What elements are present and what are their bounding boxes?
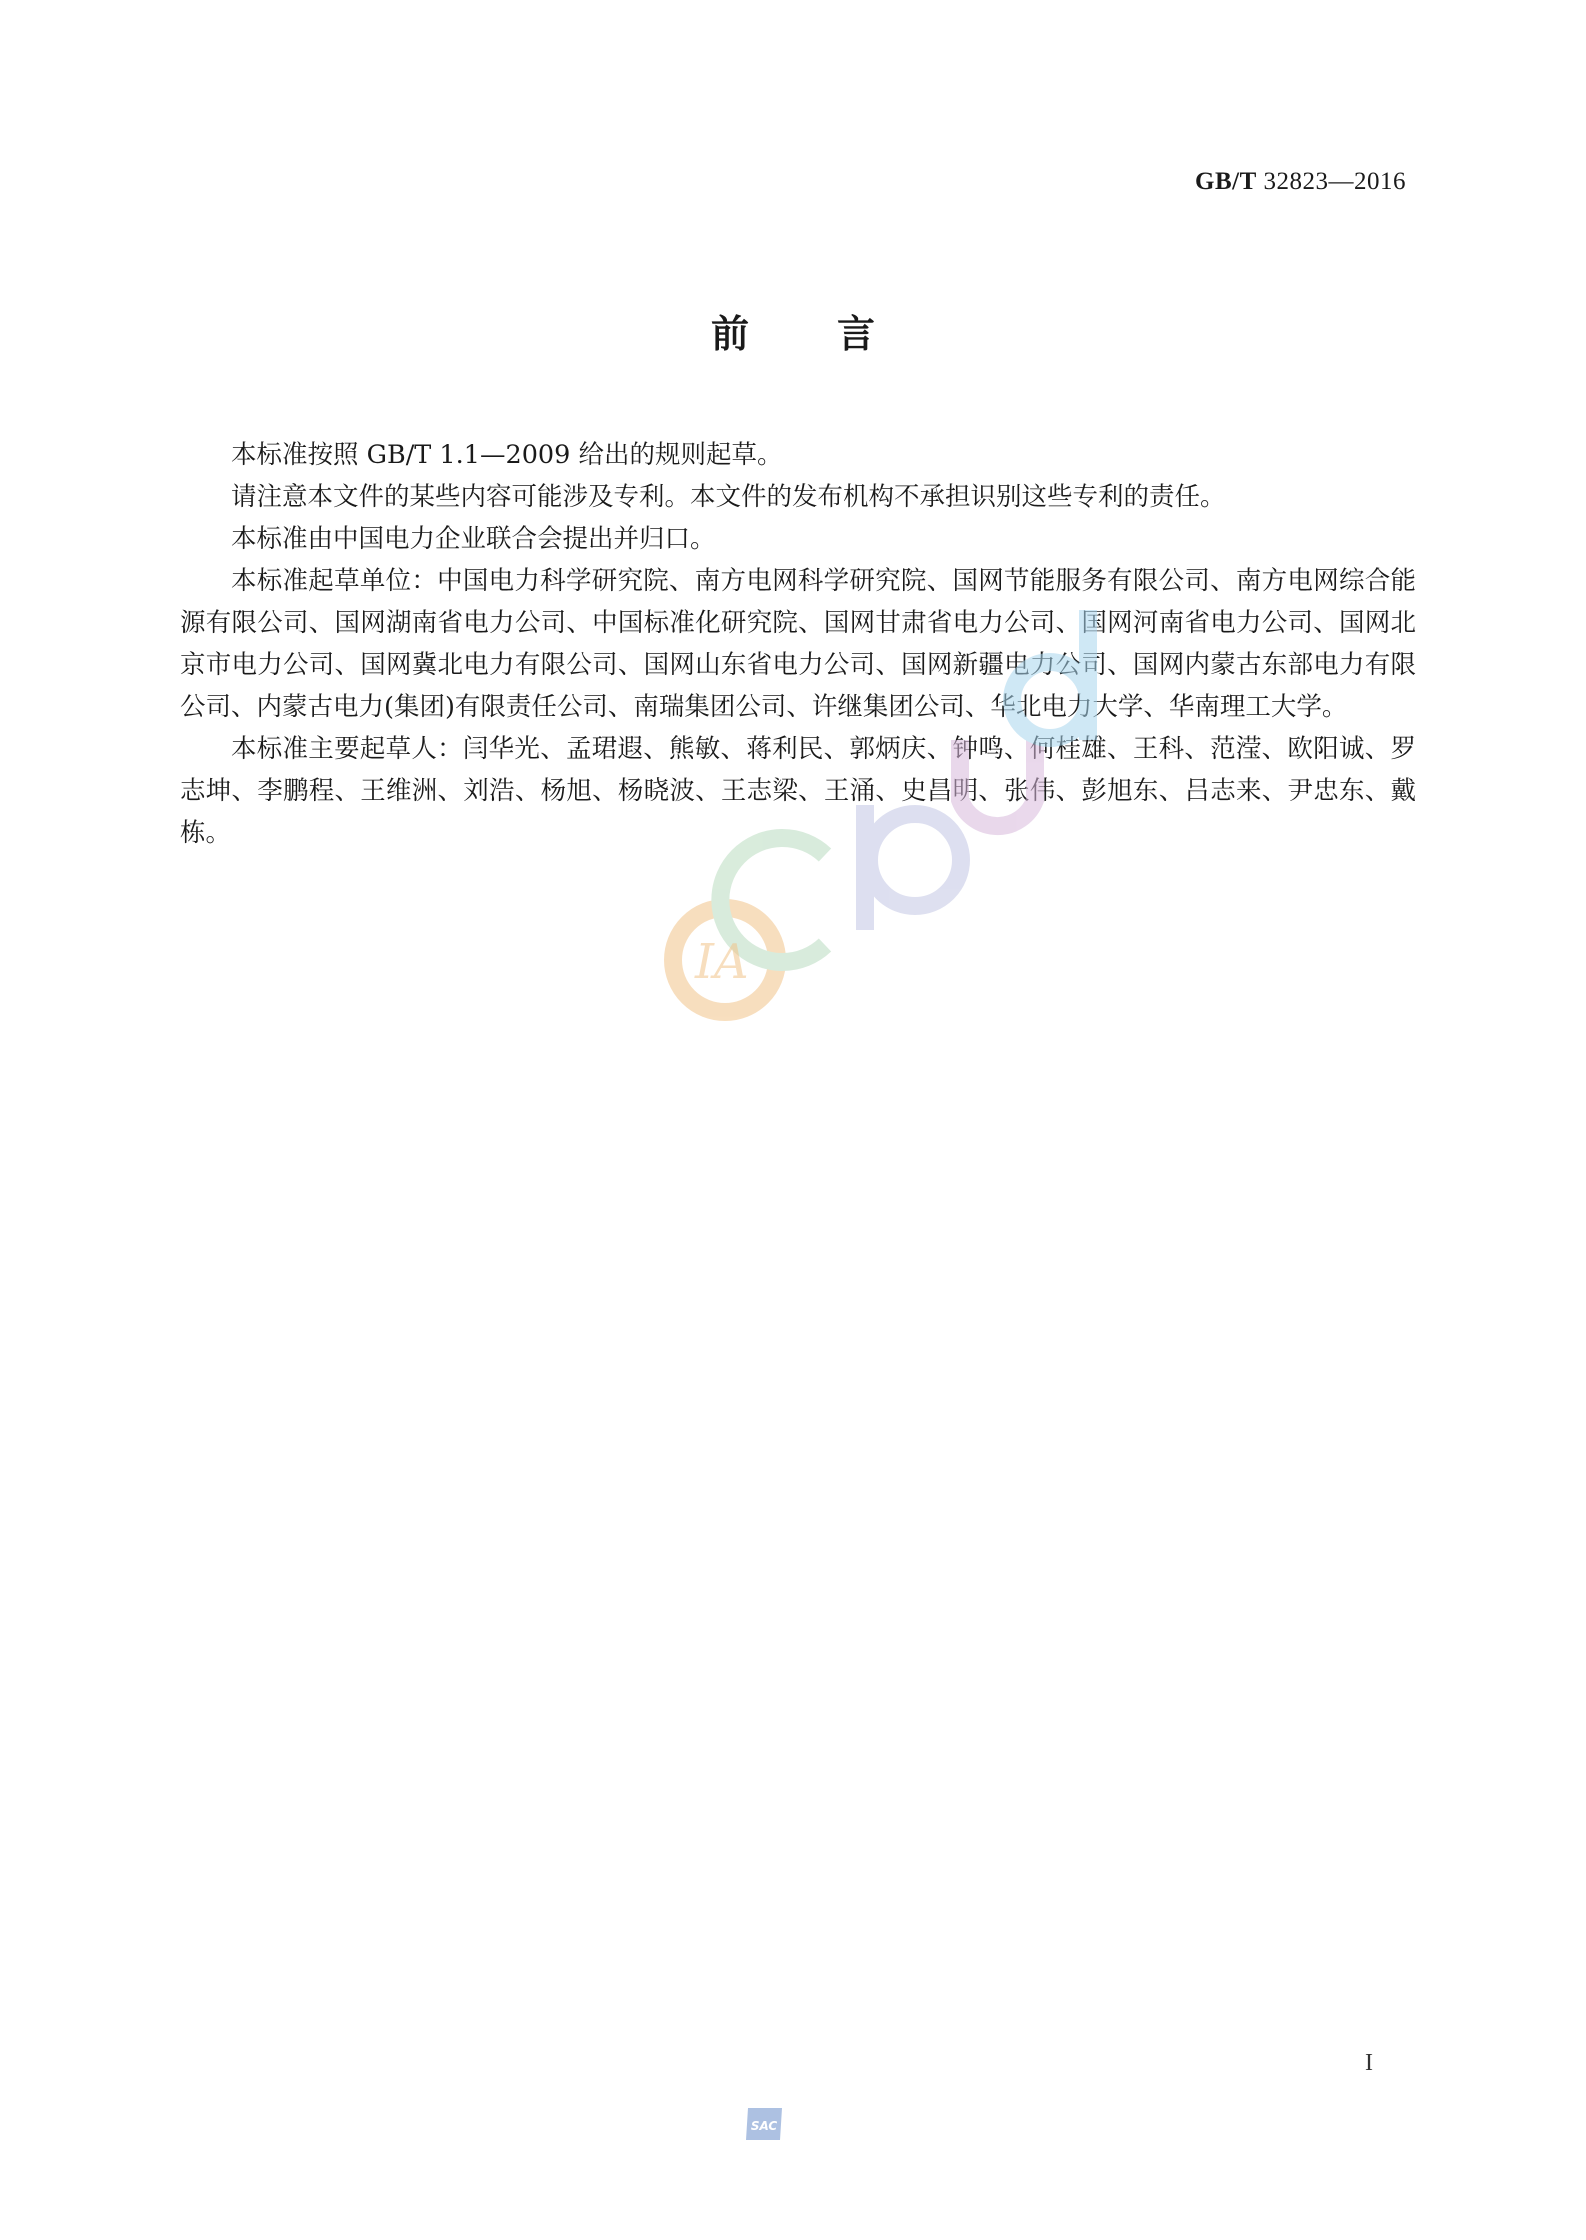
paragraph-drafters: 本标准主要起草人：闫华光、孟珺遐、熊敏、蒋利民、郭炳庆、钟鸣、何桂雄、王科、范滢、欧阳诚、罗志坤、李鹏程、王维洲、刘浩、杨旭、杨晓波、王志梁、王涌、史昌明、张伟、彭旭东、吕志来、尹忠东、戴栋。 xyxy=(180,734,1416,848)
foreword-body xyxy=(180,434,1416,854)
standard-code: 32823—2016 xyxy=(1263,168,1406,195)
page-title: 前言 xyxy=(710,312,963,356)
paragraph-proposer: 本标准由中国电力企业联合会提出并归口。 xyxy=(231,524,716,554)
standard-number xyxy=(1195,168,1406,196)
paragraph-patent-notice: 请注意本文件的某些内容可能涉及专利。本文件的发布机构不承担识别这些专利的责任。 xyxy=(231,482,1226,512)
sac-logo xyxy=(742,2104,786,2144)
standard-prefix: GB/T xyxy=(1195,168,1257,195)
watermark-ring-ia xyxy=(673,908,777,1012)
watermark-letter-c xyxy=(720,838,825,962)
page-number: I xyxy=(1365,2050,1373,2076)
paragraph-drafting-units: 本标准起草单位：中国电力科学研究院、南方电网科学研究院、国网节能服务有限公司、南方电网综合能源有限公司、国网湖南省电力公司、中国标准化研究院、国网甘肃省电力公司、国网河南省电力公司、国网北京市电力公司、国网冀北电力有限公司、国网山东省电力公司、国网新疆电力公司、国网内蒙古东部电力有限公司、内蒙古电力(集团)有限责任公司、南瑞集团公司、许继集团公司、华北电力大学、华南理工大学。 xyxy=(180,566,1416,722)
watermark-ia-letters: IA xyxy=(695,934,749,990)
svg-text:SAC: SAC xyxy=(750,2119,778,2133)
paragraph-drafting-rules: 本标准按照 GB/T 1.1—2009 给出的规则起草。 xyxy=(231,440,783,470)
